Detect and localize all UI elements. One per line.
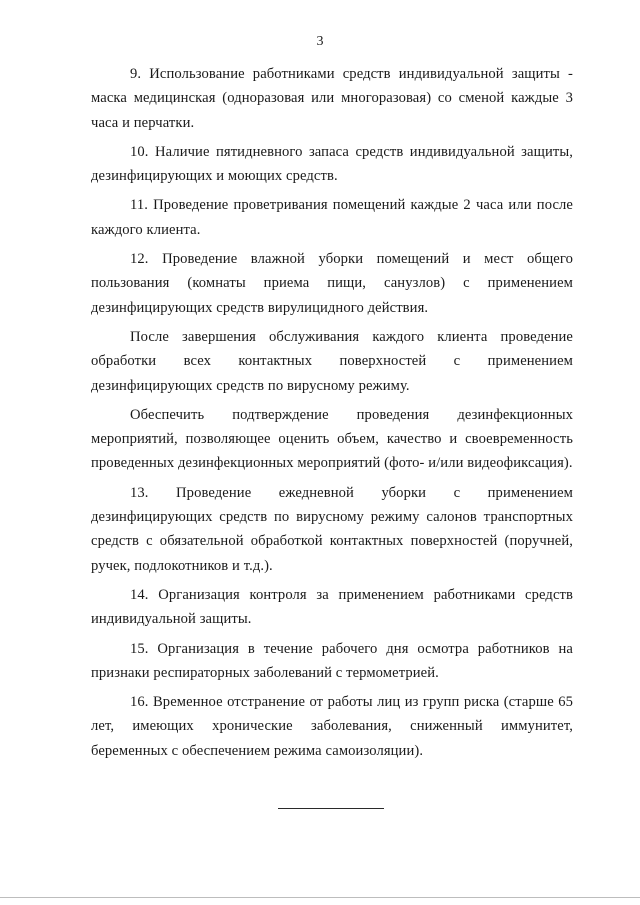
page-number: 3 [316, 34, 324, 49]
paragraph-confirmation: Обеспечить подтверждение проведения дезинфекционных мероприятий, позволяющее оценить объем, качество и своевременность проведенных дезинфекционных мероприятий (фото- и/или видеофиксация). [91, 406, 573, 472]
paragraph-item-11: 11. Проведение проветривания помещений каждые 2 часа или после каждого клиента. [91, 197, 573, 238]
paragraph-item-13: 13. Проведение ежедневной уборки с применением дезинфицирующих средств по вирусному режиму салонов транспортных средств с обязательной обработкой контактных поверхностей (поручней, ручек, подлокотников и т.д.). [91, 484, 573, 574]
scan-edge-line [0, 897, 640, 898]
paragraph-item-16: 16. Временное отстранение от работы лиц из групп риска (старше 65 лет, имеющих хронические заболевания, сниженный иммунитет, беременных с обеспечением режима самоизоляции). [91, 694, 573, 759]
paragraph-item-10: 10. Наличие пятидневного запаса средств индивидуальной защиты, дезинфицирующих и моющих средств. [91, 143, 573, 185]
paragraph-item-15: 15. Организация в течение рабочего дня осмотра работников на признаки респираторных заболеваний с термометрией. [91, 640, 573, 681]
end-divider-line [278, 808, 384, 809]
document-body [91, 62, 573, 768]
paragraph-item-14: 14. Организация контроля за применением работниками средств индивидуальной защиты. [91, 586, 573, 628]
paragraph-item-9: 9. Использование работниками средств индивидуальной защиты - маска медицинская (одноразовая или многоразовая) со сменой каждые 3 часа и перчатки. [91, 66, 573, 131]
paragraph-after-service: После завершения обслуживания каждого клиента проведение обработки всех контактных поверхностей с применением дезинфицирующих средств по вирусному режиму. [91, 328, 573, 394]
paragraph-item-12: 12. Проведение влажной уборки помещений и мест общего пользования (комнаты приема пищи, санузлов) с применением дезинфицирующих средств вирулицидного действия. [91, 251, 573, 316]
